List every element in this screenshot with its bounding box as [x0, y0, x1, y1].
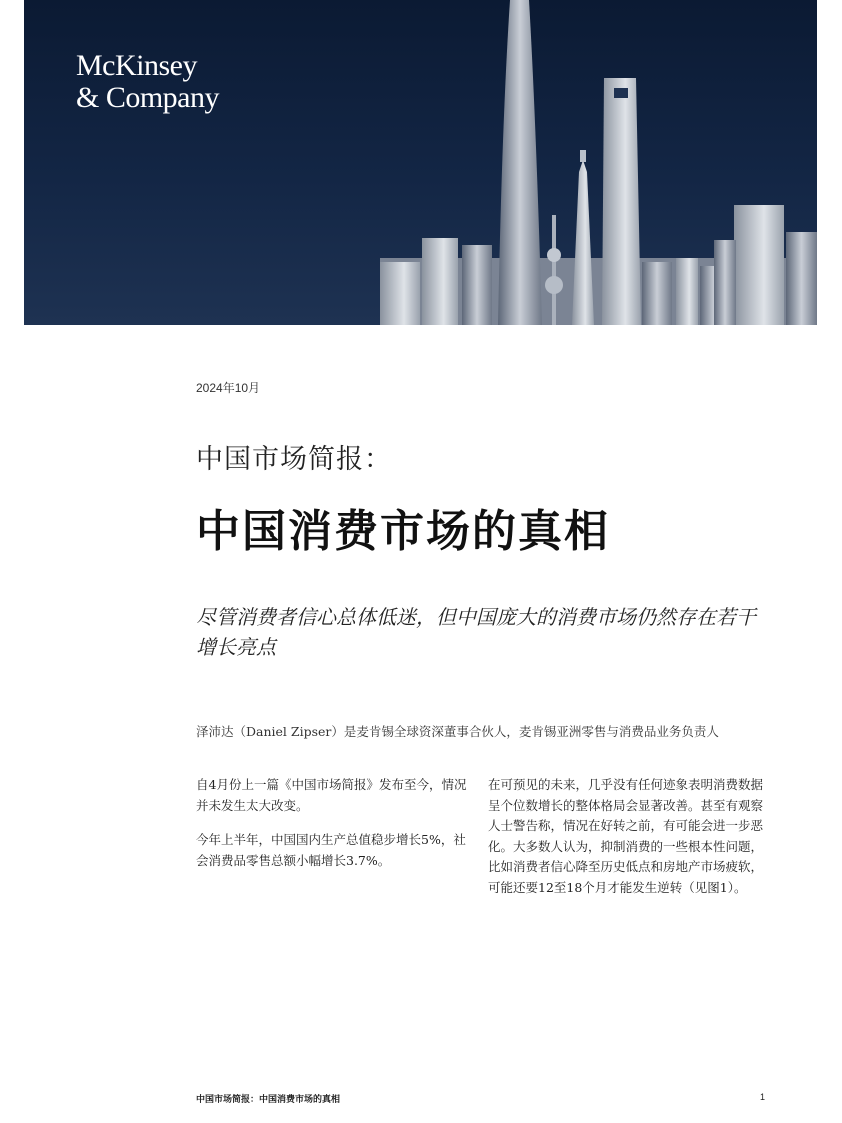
body-column-left: [196, 775, 471, 885]
paragraph: 自4月份上一篇《中国市场简报》发布至今，情况并未发生太大改变。: [196, 777, 467, 813]
body-column-right: [488, 775, 768, 912]
paragraph: 在可预见的未来，几乎没有任何迹象表明消费数据呈个位数增长的整体格局会显著改善。甚至有观察人士警告称，情况在好转之前，有可能会进一步恶化。大多数人认为，抑制消费的一些根本性问题，比如消费者信心降至历史低点和房地产市场疲软，可能还要12至18个月才能发生逆转（见图1）。: [488, 777, 764, 895]
logo-line-2: & Company: [76, 81, 219, 114]
page-title: 中国消费市场的真相: [196, 506, 610, 557]
paragraph: 今年上半年，中国国内生产总值稳步增长5%，社会消费品零售总额小幅增长3.7%。: [196, 832, 466, 868]
mckinsey-logo: [76, 50, 219, 114]
publication-date: 2024年10月: [196, 381, 261, 395]
page-number: 1: [760, 1092, 766, 1102]
hero-banner: [24, 0, 817, 325]
running-title: 中国市场简报：中国消费市场的真相: [196, 1095, 341, 1105]
subtitle: 尽管消费者信心总体低迷，但中国庞大的消费市场仍然存在若干增长亮点: [196, 605, 756, 659]
series-kicker: 中国市场简报：: [196, 444, 392, 475]
author-line: 泽沛达（Daniel Zipser）是麦肯锡全球资深董事合伙人，麦肯锡亚洲零售与消费品业务负责人: [196, 724, 719, 739]
logo-line-1: McKinsey: [76, 49, 197, 82]
